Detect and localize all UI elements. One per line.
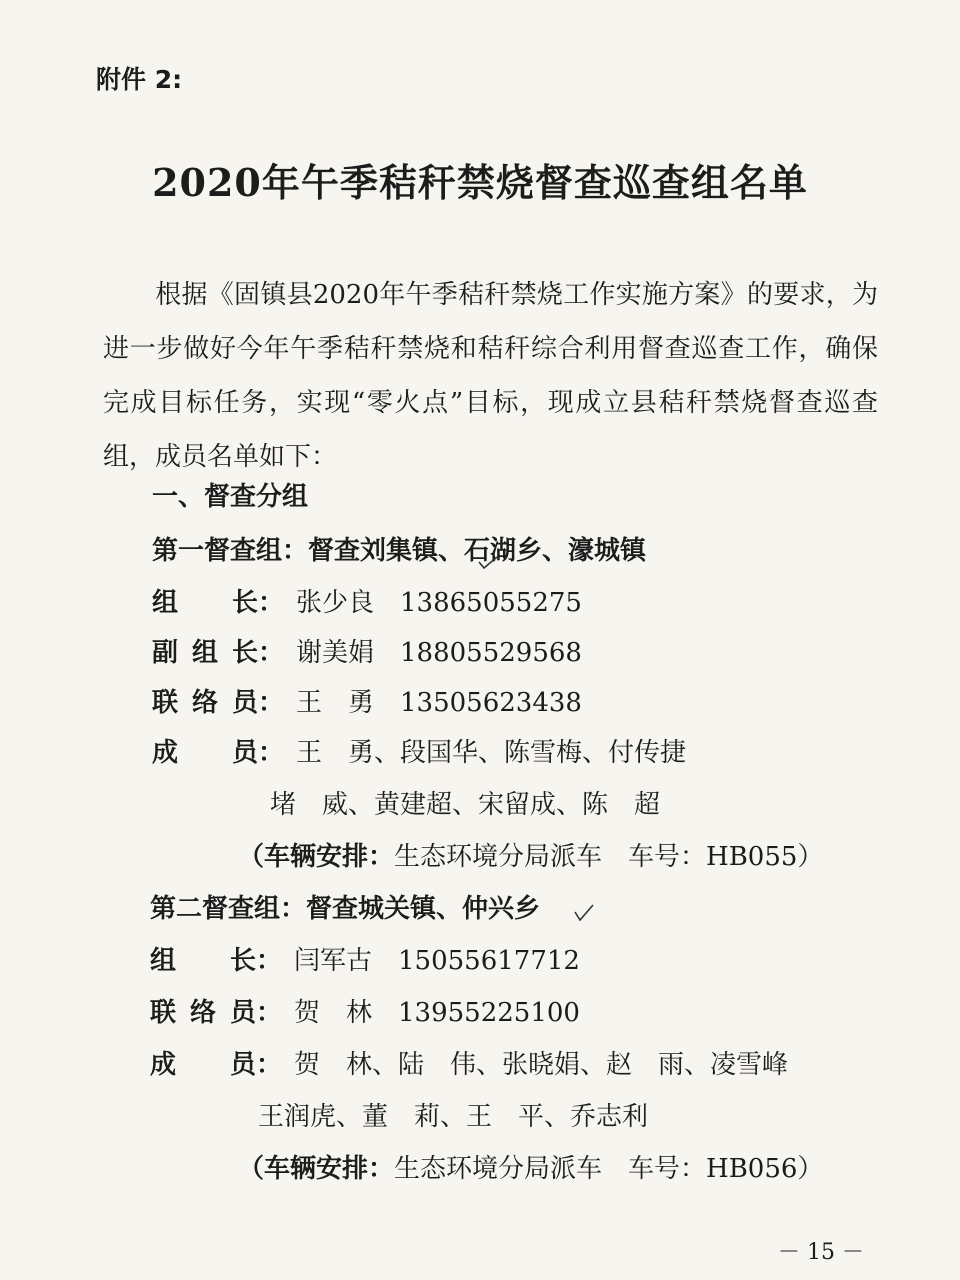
group2-vehicle-row — [238, 1148, 823, 1185]
group1-liaison: 王 勇 13505623438 — [296, 688, 582, 718]
group1-members-line2: 堵 威、黄建超、宋留成、陈 超 — [270, 790, 661, 820]
group2-vehicle: 生态环境分局派车 车号：HB056） — [394, 1154, 824, 1184]
leader-label: 组 长 — [150, 946, 256, 976]
page-number: － 15 － — [778, 1240, 864, 1265]
group2-heading — [150, 888, 540, 925]
group2-heading-text: 第二督查组：督查城关镇、仲兴乡 — [150, 894, 541, 924]
group1-deputy: 谢美娟 18805529568 — [296, 638, 582, 668]
group1-vehicle: 生态环境分局派车 车号：HB055） — [394, 842, 824, 872]
group1-members-line1: 王 勇、段国华、陈雪梅、付传捷 — [296, 738, 687, 768]
group1-leader: 张少良 13865055275 — [296, 588, 582, 618]
group2-members-line1: 贺 林、陆 伟、张晓娟、赵 雨、凌雪峰 — [294, 1050, 789, 1080]
document-title: 2020年午季秸秆禁烧督查巡查组名单 — [152, 160, 808, 205]
group1-deputy-row: 副组长： 谢美娟 18805529568 — [152, 632, 582, 669]
leader-label: 组 长 — [152, 588, 258, 618]
members-label: 成 员 — [150, 1050, 256, 1080]
group1-heading — [152, 530, 646, 567]
group2-members-line2: 王润虎、董 莉、王 平、乔志利 — [258, 1102, 649, 1132]
group2-leader-row: 组 长： 闫军古 15055617712 — [150, 940, 580, 977]
checkmark-icon — [478, 552, 498, 574]
attachment-label: 附件 2: — [96, 65, 183, 94]
deputy-label: 副组长 — [152, 638, 258, 668]
liaison-label: 联络员 — [150, 998, 256, 1028]
members-label: 成 员 — [152, 738, 258, 768]
vehicle-label: （车辆安排： — [238, 1154, 395, 1184]
intro-paragraph — [103, 268, 878, 484]
group1-heading-text: 第一督查组：督查刘集镇、石湖乡、濠城镇 — [152, 536, 647, 566]
group2-liaison-row: 联络员： 贺 林 13955225100 — [150, 992, 580, 1029]
group1-vehicle-row — [238, 836, 823, 873]
group2-leader: 闫军古 15055617712 — [294, 946, 580, 976]
checkmark-icon — [574, 902, 594, 924]
group2-liaison: 贺 林 13955225100 — [294, 998, 580, 1028]
group1-leader-row: 组 长： 张少良 13865055275 — [152, 582, 582, 619]
group2-members-row: 成 员： 贺 林、陆 伟、张晓娟、赵 雨、凌雪峰 — [150, 1044, 788, 1081]
group1-liaison-row: 联络员： 王 勇 13505623438 — [152, 682, 582, 719]
intro-text: 根据《固镇县2020年午季秸秆禁烧工作实施方案》的要求，为进一步做好今年午季秸秆禁烧和秸秆综合利用督查巡查工作，确保完成目标任务，实现“零火点”目标，现成立县秸秆禁烧督查巡查组，成员名单如下： — [103, 280, 878, 472]
page-number-row — [0, 1235, 960, 1266]
section-heading: 一、督查分组 — [152, 482, 309, 512]
liaison-label: 联络员 — [152, 688, 258, 718]
group1-members-row: 成 员： 王 勇、段国华、陈雪梅、付传捷 — [152, 732, 686, 769]
vehicle-label: （车辆安排： — [238, 842, 395, 872]
